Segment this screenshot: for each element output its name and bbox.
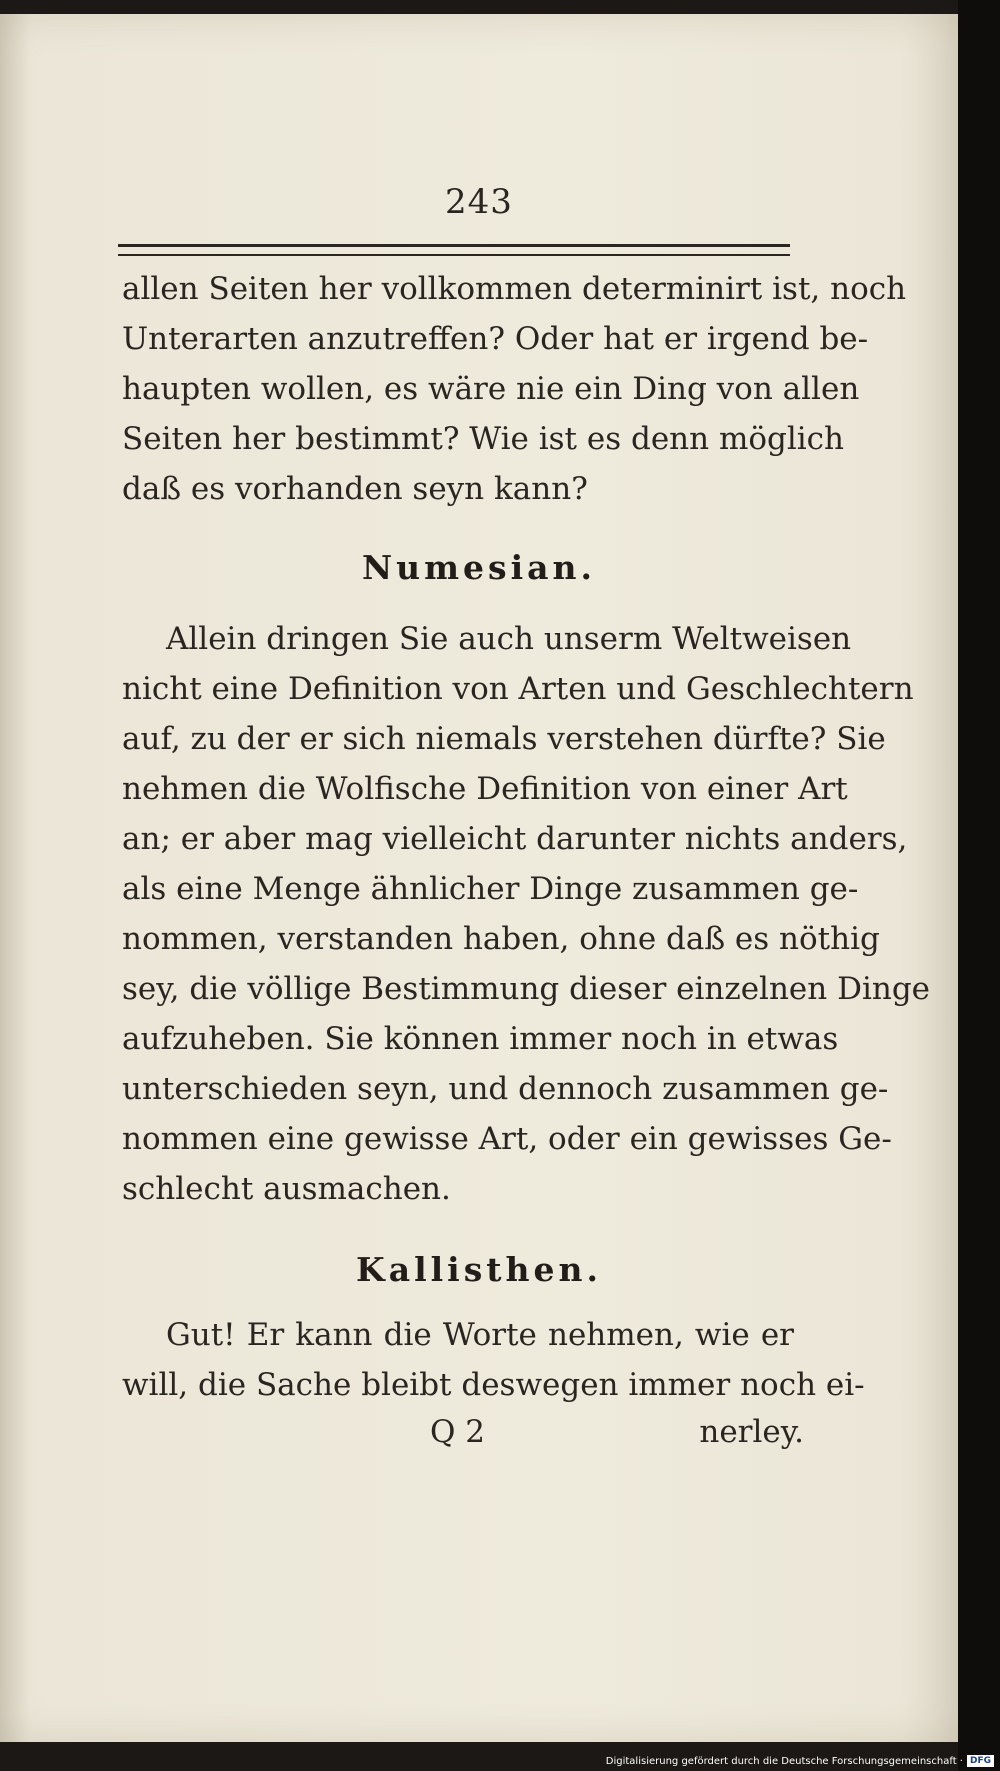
text-line: an; er aber mag vielleicht darunter nichts anders, xyxy=(122,821,908,857)
text-line: schlecht ausmachen. xyxy=(122,1171,451,1207)
page-number: 243 xyxy=(445,182,513,222)
text-line: Gut! Er kann die Worte nehmen, wie er xyxy=(166,1317,794,1353)
text-block-2 xyxy=(122,614,931,1214)
header-rule xyxy=(118,244,790,256)
text-line: unterschieden seyn, und dennoch zusammen ge- xyxy=(122,1071,889,1107)
text-line: auf, zu der er sich niemals verstehen dürfte? Sie xyxy=(122,721,886,757)
text-line: daß es vorhanden seyn kann? xyxy=(122,471,588,507)
text-line: Unterarten anzutreffen? Oder hat er irgend be- xyxy=(122,321,869,357)
text-line: sey, die völlige Bestimmung dieser einzelnen Dinge xyxy=(122,971,931,1007)
text-line: haupten wollen, es wäre nie ein Ding von allen xyxy=(122,371,860,407)
speaker-heading-kallisthen: Kallisthen. xyxy=(356,1250,602,1289)
text-line: will, die Sache bleibt deswegen immer noch ei- xyxy=(122,1367,865,1403)
text-line: aufzuheben. Sie können immer noch in etwas xyxy=(122,1021,839,1057)
text-line: allen Seiten her vollkommen determinirt ist, noch xyxy=(122,271,907,307)
text-line: nommen, verstanden haben, ohne daß es nöthig xyxy=(122,921,880,957)
text-line: nommen eine gewisse Art, oder ein gewisses Ge- xyxy=(122,1121,892,1157)
page-footer-line xyxy=(122,1414,804,1464)
book-edge xyxy=(958,0,1000,1771)
credit-text: Digitalisierung gefördert durch die Deutsche Forschungsgemeinschaft · xyxy=(605,1755,963,1767)
digitization-credit xyxy=(606,1755,994,1767)
catchword: nerley. xyxy=(699,1414,804,1450)
book-page xyxy=(0,14,958,1742)
text-block-1 xyxy=(122,264,907,514)
text-line: nehmen die Wolfische Definition von einer Art xyxy=(122,771,848,807)
speaker-heading-numesian: Numesian. xyxy=(361,548,597,587)
dfg-logo: DFG xyxy=(967,1755,994,1767)
text-block-3 xyxy=(122,1310,865,1410)
signature-mark: Q 2 xyxy=(430,1414,485,1450)
text-line: Allein dringen Sie auch unserm Weltweisen xyxy=(166,621,852,657)
text-line: als eine Menge ähnlicher Dinge zusammen ge- xyxy=(122,871,859,907)
text-line: nicht eine Definition von Arten und Geschlechtern xyxy=(122,671,914,707)
text-line: Seiten her bestimmt? Wie ist es denn möglich xyxy=(122,421,845,457)
